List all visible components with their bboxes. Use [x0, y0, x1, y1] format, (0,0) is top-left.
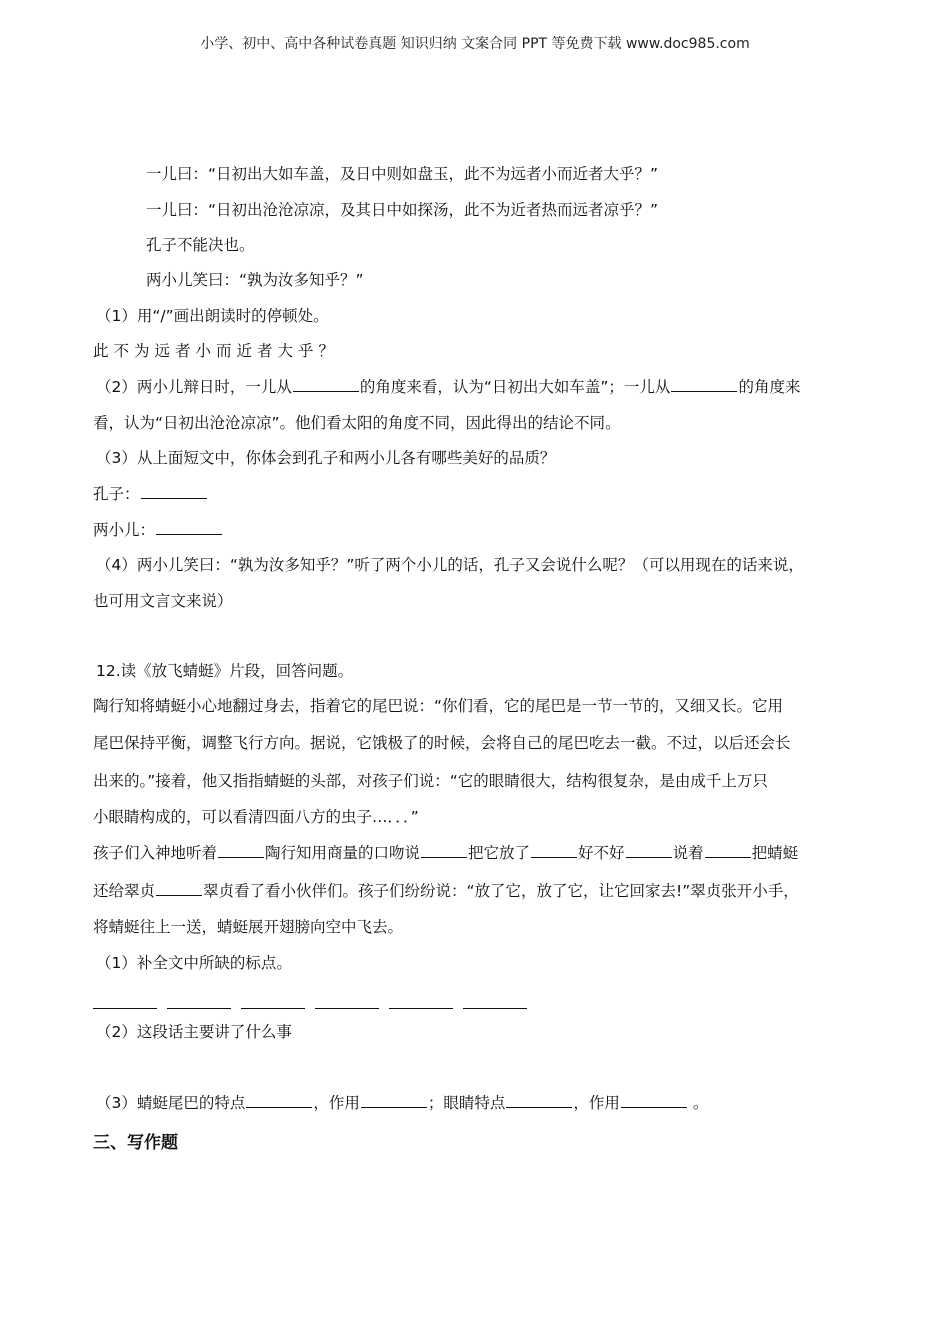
- passage-line-2: 一儿曰：“日初出沧沧凉凉，及其日中如探汤，此不为近者热而远者凉乎？”: [146, 201, 659, 219]
- fill-text: 把蜻蜓: [751, 844, 799, 862]
- answer-blank[interactable]: [671, 377, 737, 392]
- q11-part3-confucius: [93, 484, 208, 504]
- children-label: 两小儿：: [93, 521, 156, 539]
- answer-blank[interactable]: [389, 1004, 453, 1009]
- answer-blank[interactable]: [93, 1004, 157, 1009]
- q11-part2-text-c: 的角度来: [738, 378, 801, 396]
- q12-fill-line-3: 将蜻蜓往上一送，蜻蜓展开翅膀向空中飞去。: [93, 918, 404, 936]
- answer-blank[interactable]: [218, 843, 264, 858]
- q11-part4-line1: （4）两小儿笑曰：“孰为汝多知乎？”听了两个小儿的话，孔子又会说什么呢？（可以用现在的话来说，: [96, 556, 804, 574]
- answer-blank[interactable]: [315, 1004, 379, 1009]
- q12-fill-line-2: [93, 881, 799, 901]
- passage-line-1: 一儿曰：“日初出大如车盖，及日中则如盘玉，此不为远者小而近者大乎？”: [146, 165, 659, 183]
- answer-blank[interactable]: [621, 1093, 687, 1108]
- answer-blank[interactable]: [421, 843, 467, 858]
- answer-blank[interactable]: [156, 881, 202, 896]
- q12-title: 12.读《放飞蜻蜓》片段，回答问题。: [96, 662, 354, 680]
- answer-blank[interactable]: [463, 1004, 527, 1009]
- answer-blank[interactable]: [156, 520, 222, 535]
- fill-text: 翠贞看了看小伙伴们。孩子们纷纷说：“放了它，放了它，让它回家去!”翠贞张开小手，: [203, 882, 799, 900]
- answer-blank[interactable]: [141, 484, 207, 499]
- q12-part2: （2）这段话主要讲了什么事: [96, 1023, 292, 1041]
- confucius-label: 孔子：: [93, 485, 140, 503]
- q11-part4-line2: 也可用文言文来说）: [93, 592, 233, 610]
- passage-line-3: 孔子不能决也。: [146, 236, 255, 254]
- fill-text: 陶行知用商量的口吻说: [265, 844, 421, 862]
- section-title-writing: 三、写作题: [93, 1133, 178, 1153]
- fill-text: 还给翠贞: [93, 882, 156, 900]
- q12-passage-line-2: 尾巴保持平衡，调整飞行方向。据说，它饿极了的时候，会将自己的尾巴吃去一截。不过，以后还会长: [93, 734, 791, 752]
- fill-text: 孩子们入神地听着: [93, 844, 218, 862]
- q11-part1-sentence: 此不为远者小而近者大乎？: [93, 342, 340, 360]
- q12-part1: （1）补全文中所缺的标点。: [96, 954, 292, 972]
- fill-text: ；眼睛特点: [427, 1094, 506, 1112]
- q11-part3: （3）从上面短文中，你体会到孔子和两小儿各有哪些美好的品质？: [96, 449, 556, 467]
- answer-blank[interactable]: [241, 1004, 305, 1009]
- fill-text: （3）蜻蜓尾巴的特点: [96, 1094, 246, 1112]
- answer-blank[interactable]: [626, 843, 672, 858]
- punctuation-blank-row: [93, 994, 537, 1013]
- q12-passage-line-3: 出来的。”接着，他又指指蜻蜓的头部，对孩子们说：“它的眼睛很大，结构很复杂，是由成千上万只: [93, 772, 768, 790]
- q12-passage-line-4: 小眼睛构成的，可以看清四面八方的虫子…．．．”: [93, 808, 419, 826]
- answer-blank[interactable]: [167, 1004, 231, 1009]
- answer-blank[interactable]: [705, 843, 751, 858]
- q11-part2-text-a: （2）两小儿辩日时，一儿从: [96, 378, 292, 396]
- fill-text: 。: [692, 1094, 709, 1112]
- page-header: 小学、初中、高中各种试卷真题 知识归纳 文案合同 PPT 等免费下载 www.doc985.com: [200, 36, 750, 52]
- fill-text: 把它放了: [468, 844, 531, 862]
- q11-part1: （1）用“/”画出朗读时的停顿处。: [96, 307, 329, 325]
- q11-part2-line2: 看，认为“日初出沧沧凉凉”。他们看太阳的角度不同，因此得出的结论不同。: [93, 414, 621, 432]
- q11-part2-text-b: 的角度来看，认为“日初出大如车盖”；一儿从: [359, 378, 671, 396]
- fill-text: ，作用: [573, 1094, 620, 1112]
- fill-text: ，作用: [313, 1094, 360, 1112]
- answer-blank[interactable]: [293, 377, 359, 392]
- answer-blank[interactable]: [531, 843, 577, 858]
- answer-blank[interactable]: [361, 1093, 427, 1108]
- fill-text: 好不好: [578, 844, 625, 862]
- q11-part3-children: [93, 520, 223, 540]
- fill-text: 说着: [672, 844, 704, 862]
- passage-line-4: 两小儿笑曰：“孰为汝多知乎？”: [146, 271, 364, 289]
- answer-blank[interactable]: [506, 1093, 572, 1108]
- q11-part2-line1: [96, 377, 800, 397]
- q12-part3: [96, 1093, 708, 1113]
- q12-passage-line-1: 陶行知将蜻蜓小心地翻过身去，指着它的尾巴说：“你们看，它的尾巴是一节一节的，又细又长。它用: [93, 697, 784, 715]
- q12-fill-line-1: [93, 843, 798, 863]
- answer-blank[interactable]: [246, 1093, 312, 1108]
